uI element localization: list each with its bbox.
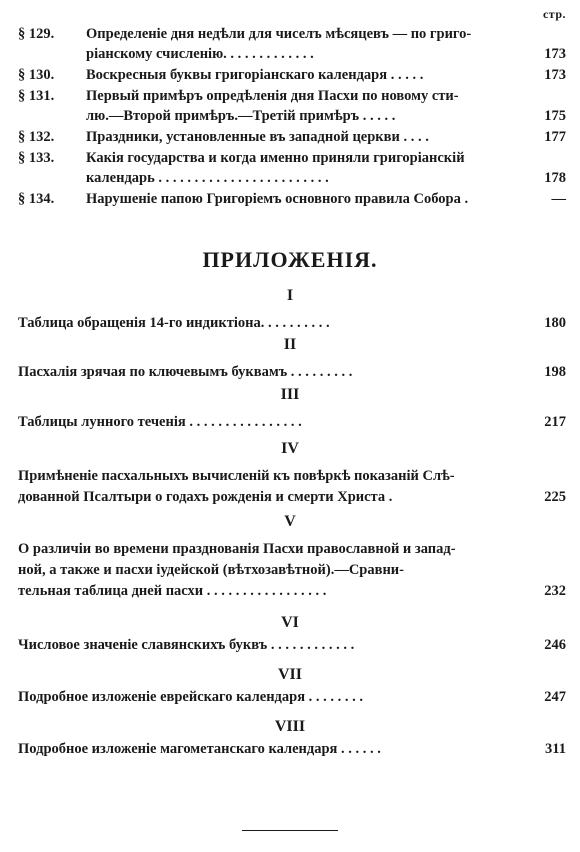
appendix-roman-numeral: VII bbox=[277, 666, 302, 683]
appendix-entry bbox=[18, 635, 566, 656]
appendix-entry bbox=[18, 539, 566, 602]
page-number: 180 bbox=[544, 315, 566, 331]
page-number: — bbox=[551, 191, 566, 207]
toc-entry-line bbox=[18, 168, 566, 188]
page-number: 175 bbox=[544, 108, 566, 124]
appendix-entry-title: Таблицы лунного теченія . . . . . . . . . . . . . . . . bbox=[18, 414, 302, 430]
toc-entry-line bbox=[18, 106, 566, 126]
appendix-entry-title: Пасхалія зрячая по ключевымъ буквамъ . . . . . . . . . bbox=[18, 364, 353, 380]
page-number: 173 bbox=[544, 67, 566, 83]
toc-entry bbox=[18, 86, 566, 126]
appendix-entry-title: Таблица обращенія 14-го индиктіона. . . . . . . . . . bbox=[18, 315, 330, 331]
appendix-entry-title: Подробное изложеніе еврейскаго календаря . . . . . . . . bbox=[18, 689, 364, 705]
section-title: Какія государства и когда именно приняли григоріанскій bbox=[86, 150, 465, 166]
toc-entry bbox=[18, 189, 566, 209]
section-title: Нарушеніе папою Григоріемъ основного правила Собора . bbox=[86, 191, 469, 207]
toc-entry bbox=[18, 148, 566, 188]
section-title: лю.—Второй примѣръ.—Третій примѣръ . . . . . bbox=[86, 108, 396, 124]
appendix-entry-line bbox=[18, 313, 566, 334]
appendix-entry-line bbox=[18, 466, 566, 487]
toc-entry-line bbox=[18, 189, 566, 209]
toc-entry-line bbox=[18, 24, 566, 44]
section-title: ріанскому счисленію. . . . . . . . . . . . . bbox=[86, 46, 314, 62]
appendix-entry-title: дованной Псалтыри о годахъ рожденія и смерти Христа . bbox=[18, 489, 393, 505]
page-number: 178 bbox=[544, 170, 566, 186]
appendix-entry-title: ной, а также и пасхи іудейской (вѣтхозавѣтной).—Сравни- bbox=[18, 562, 404, 578]
appendix-roman-numeral: II bbox=[283, 336, 297, 353]
page-number: 177 bbox=[544, 129, 566, 145]
appendix-entry-line bbox=[18, 487, 566, 508]
section-number: § 133. bbox=[18, 150, 55, 166]
appendix-entry bbox=[18, 466, 566, 508]
section-title: Первый примѣръ опредѣленія дня Пасхи по новому сти- bbox=[86, 88, 459, 104]
page-number: 198 bbox=[544, 364, 566, 380]
page-number: 311 bbox=[545, 741, 566, 757]
toc-entry bbox=[18, 65, 566, 85]
section-number: § 131. bbox=[18, 88, 55, 104]
closing-rule bbox=[242, 830, 338, 831]
appendix-entry-title: Примѣненіе пасхальныхъ вычисленій къ повѣркѣ показаній Слѣ- bbox=[18, 468, 455, 484]
appendix-roman-numeral: IV bbox=[281, 440, 299, 457]
page-number: 217 bbox=[544, 414, 566, 430]
appendix-entry bbox=[18, 739, 566, 760]
appendix-entry bbox=[18, 313, 566, 334]
appendix-entry-title: Подробное изложеніе магометанскаго календаря . . . . . . bbox=[18, 741, 381, 757]
appendix-roman-numeral: VIII bbox=[274, 718, 306, 735]
toc-entry-line bbox=[18, 44, 566, 64]
appendix-entry-title: тельная таблица дней пасхи . . . . . . . . . . . . . . . . . bbox=[18, 583, 327, 599]
appendix-entry-line bbox=[18, 687, 566, 708]
appendix-entry bbox=[18, 412, 566, 433]
page-number: 173 bbox=[544, 46, 566, 62]
page-number: 225 bbox=[544, 489, 566, 505]
appendix-entry-title: О различіи во времени празднованія Пасхи православной и запад- bbox=[18, 541, 456, 557]
toc-entry-line bbox=[18, 148, 566, 168]
appendix-entry bbox=[18, 687, 566, 708]
appendix-entry-line bbox=[18, 539, 566, 560]
appendix-title: ПРИЛОЖЕНІЯ. bbox=[202, 247, 378, 272]
section-title: Определеніе дня недѣли для чиселъ мѣсяцевъ — по григо- bbox=[86, 26, 472, 42]
appendix-roman-numeral: III bbox=[280, 386, 300, 403]
page-column-label: стр. bbox=[542, 7, 566, 21]
section-title: календарь . . . . . . . . . . . . . . . . . . . . . . . . bbox=[86, 170, 329, 186]
appendix-entry-line bbox=[18, 581, 566, 602]
toc-entry bbox=[18, 24, 566, 64]
toc-entry bbox=[18, 127, 566, 147]
appendix-entry-line bbox=[18, 739, 566, 760]
appendix-roman-numeral: VI bbox=[281, 614, 299, 631]
page-number: 247 bbox=[544, 689, 566, 705]
toc-entry-line bbox=[18, 86, 566, 106]
appendix-entry-line bbox=[18, 560, 566, 581]
section-number: § 130. bbox=[18, 67, 55, 83]
section-number: § 134. bbox=[18, 191, 55, 207]
page-number: 246 bbox=[544, 637, 566, 653]
appendix-entry-title: Числовое значеніе славянскихъ буквъ . . . . . . . . . . . . bbox=[18, 637, 355, 653]
appendix-roman-numeral: V bbox=[284, 513, 296, 530]
appendix-entry-line bbox=[18, 362, 566, 383]
appendix-entry-line bbox=[18, 635, 566, 656]
section-number: § 129. bbox=[18, 26, 55, 42]
toc-entry-line bbox=[18, 65, 566, 85]
appendix-entry-line bbox=[18, 412, 566, 433]
section-title: Воскресныя буквы григоріанскаго календаря . . . . . bbox=[86, 67, 424, 83]
appendix-roman-numeral: I bbox=[286, 287, 294, 304]
page-number: 232 bbox=[544, 583, 566, 599]
section-number: § 132. bbox=[18, 129, 55, 145]
appendix-entry bbox=[18, 362, 566, 383]
toc-entry-line bbox=[18, 127, 566, 147]
section-title: Праздники, установленные въ западной церкви . . . . bbox=[86, 129, 429, 145]
